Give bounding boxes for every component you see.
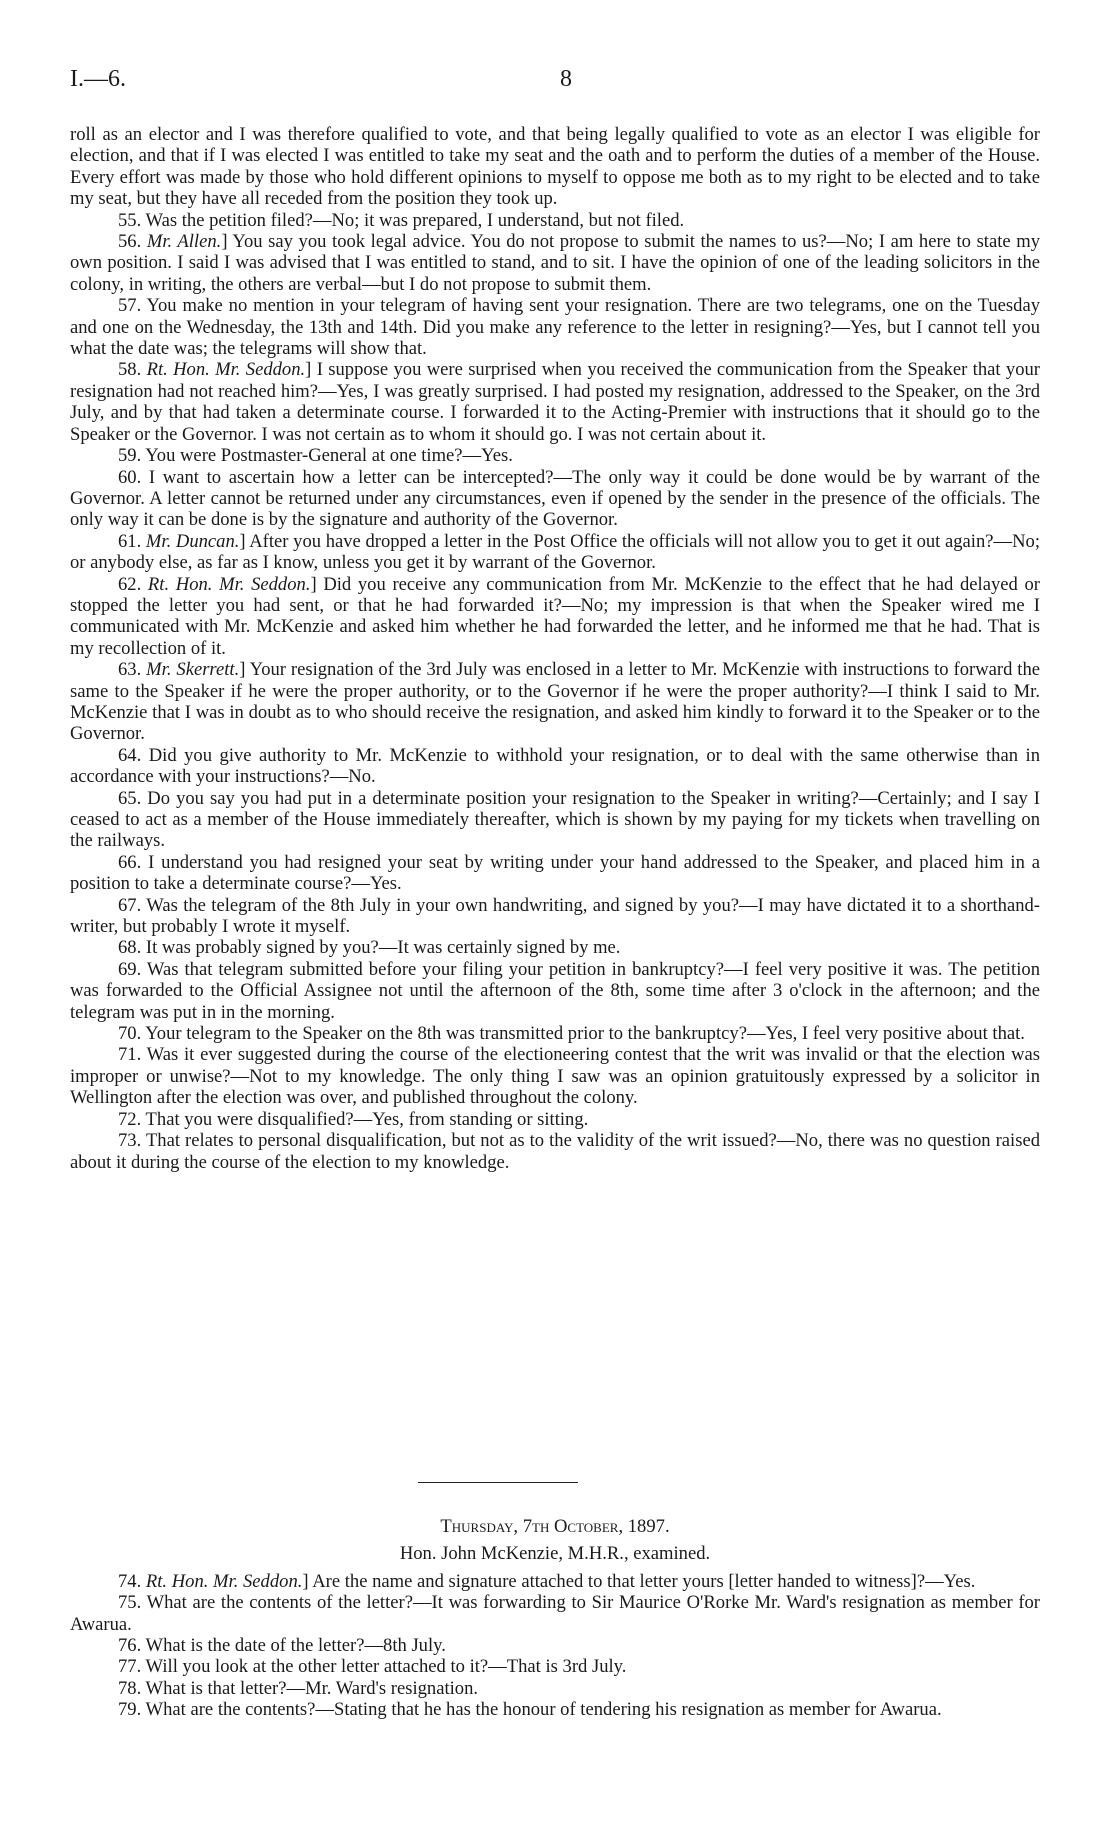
speaker-name: Rt. Hon. Mr. Seddon. — [147, 573, 311, 595]
section-divider — [418, 1482, 578, 1483]
paragraph-70: 70. Your telegram to the Speaker on the 8th was transmitted prior to the bankruptcy?—Yes, I feel very positive about that. — [118, 1023, 1025, 1045]
paragraph-text: ] After you have dropped a letter in the Post Office the officials will not allow you to get it out again?—No; or anybody else, as far as I know, unless you get it by warrant of the Governor. — [70, 530, 1040, 574]
paragraph-62 — [70, 574, 1040, 660]
question-number: 74. — [118, 1570, 142, 1592]
section-date: Thursday, 7th October, 1897. — [440, 1516, 670, 1537]
speaker-name: Rt. Hon. Mr. Seddon. — [146, 359, 306, 381]
paragraph-73: 73. That relates to personal disqualification, but not as to the validity of the writ issued?—No, there was no question raised about it during the course of the election to my knowledge. — [70, 1130, 1040, 1173]
question-number: 56. — [118, 231, 142, 253]
paragraph-65: 65. Do you say you had put in a determinate position your resignation to the Speaker in writing?—Certainly; and I say I ceased to act as a member of the House immediately thereafter, which is shown by my paying for my tickets when travelling on the railways. — [70, 787, 1040, 852]
paragraph-69: 69. Was that telegram submitted before your filing your petition in bankruptcy?—I feel very positive it was. The petition was forwarded to the Official Assignee not until the afternoon of the 8th, some time after 3 o'clock in the afternoon; and the telegram was put in in the morning. — [70, 958, 1040, 1023]
paragraph-text: ] Your resignation of the 3rd July was enclosed in a letter to Mr. McKenzie with instructions to forward the same to the Speaker if he were the proper authority, or to the Governor if he were the proper authority?—I think I said to Mr. McKenzie that I was in doubt as to who should receive the resignation, and asked him kindly to forward it to the Speaker or to the Governor. — [70, 659, 1040, 745]
paragraph-77: 77. Will you look at the other letter attached to it?—That is 3rd July. — [118, 1656, 627, 1678]
paragraph-57: 57. You make no mention in your telegram of having sent your resignation. There are two telegrams, one on the Tuesday and one on the Wednesday, the 13th and 14th. Did you make any reference to the letter in resigning?—Yes, but I cannot tell you what the date was; the telegrams will show that. — [70, 295, 1040, 360]
paragraph-64: 64. Did you give authority to Mr. McKenzie to withhold your resignation, or to deal with the same otherwise than in accordance with your instructions?—No. — [70, 744, 1040, 788]
paragraph-text: ] Are the name and signature attached to that letter yours [letter handed to witness]?—Yes. — [302, 1570, 976, 1592]
paragraph-55: 55. Was the petition filed?—No; it was prepared, I understand, but not filed. — [118, 209, 685, 231]
paragraph-67: 67. Was the telegram of the 8th July in your own handwriting, and signed by you?—I may have dictated it to a shorthand-writer, but probably I wrote it myself. — [70, 894, 1040, 938]
document-reference: I.—6. — [70, 66, 126, 92]
paragraph-75: 75. What are the contents of the letter?—It was forwarding to Sir Maurice O'Rorke Mr. Ward's resignation as member for Awarua. — [70, 1592, 1040, 1635]
speaker-name: Mr. Skerrett. — [146, 659, 240, 681]
paragraph-76: 76. What is the date of the letter?—8th July. — [118, 1635, 446, 1657]
paragraph-59: 59. You were Postmaster-General at one time?—Yes. — [118, 445, 513, 467]
paragraph-72: 72. That you were disqualified?—Yes, from standing or sitting. — [118, 1108, 589, 1130]
paragraph-opening: roll as an elector and I was therefore qualified to vote, and that being legally qualified to vote as an elector I was eligible for election, and that if I was elected I was entitled to take my seat and the oath and to perform the duties of a member of the House. Every effort was made by those who hold different opinions to myself to oppose me both as to my right to be elected and to take my seat, but they have all receded from the position they took up. — [70, 124, 1040, 210]
speaker-name: Mr. Allen. — [146, 231, 222, 253]
paragraph-text: ] I suppose you were surprised when you received the communication from the Speaker that your resignation had not reached him?—Yes, I was greatly surprised. I had posted my resignation, addressed to the Speaker, on the 3rd July, and by that had taken a determinate course. I forwarded it to the Acting-Premier with instructions that it should go to the Speaker or the Governor. I was not certain as to whom it should go. I was not certain about it. — [70, 359, 1040, 445]
paragraph-61 — [70, 531, 1040, 574]
paragraph-60: 60. I want to ascertain how a letter can be intercepted?—The only way it could be done would be by warrant of the Governor. A letter cannot be returned under any circumstances, even if opened by the sender in the presence of the officials. The only way it can be done is by the signature and authority of the Governor. — [70, 466, 1040, 531]
evidence-text — [70, 124, 1040, 1173]
paragraph-text: ] Did you receive any communication from Mr. McKenzie to the effect that he had delayed or stopped the letter you had sent, or that he had forwarded it?—No; my impression is that when the Speaker wired me I communicated with Mr. McKenzie and asked him whether he had forwarded the letter, and he informed me that he had. That is my recollection of it. — [70, 573, 1040, 659]
paragraph-78: 78. What is that letter?—Mr. Ward's resignation. — [118, 1677, 479, 1699]
page-header — [70, 66, 1070, 106]
question-number: 58. — [118, 359, 142, 381]
paragraph-71: 71. Was it ever suggested during the course of the electioneering contest that the writ was invalid or that the election was improper or unwise?—Not to my knowledge. The only thing I saw was an opinion gratuitously expressed by a solicitor in Wellington after the election was over, and published throughout the colony. — [70, 1044, 1040, 1109]
question-number: 62. — [118, 573, 142, 595]
question-number: 61. — [118, 530, 142, 552]
paragraph-56 — [70, 231, 1040, 295]
paragraph-63 — [70, 659, 1040, 745]
speaker-name: Rt. Hon. Mr. Seddon. — [145, 1570, 303, 1592]
paragraph-text: ] You say you took legal advice. You do not propose to submit the names to us?—No; I am here to state my own position. I said I was advised that I was entitled to stand, and to sit. I have the opinion of one of the leading solicitors in the colony, in writing, the others are verbal—but I do not propose to submit them. — [70, 231, 1040, 295]
paragraph-79: 79. What are the contents?—Stating that he has the honour of tendering his resignation as member for Awarua. — [118, 1699, 942, 1721]
paragraph-68: 68. It was probably signed by you?—It was certainly signed by me. — [118, 937, 621, 959]
paragraph-66: 66. I understand you had resigned your seat by writing under your hand addressed to the Speaker, and placed him in a position to take a determinate course?—Yes. — [70, 851, 1040, 895]
speaker-name: Mr. Duncan. — [145, 530, 240, 552]
examination-section — [70, 1516, 1040, 1721]
page-number: 8 — [560, 66, 572, 92]
witness-heading: Hon. John McKenzie, M.H.R., examined. — [399, 1543, 711, 1565]
paragraph-58 — [70, 359, 1040, 445]
paragraph-74 — [70, 1571, 1040, 1592]
question-number: 63. — [118, 659, 142, 681]
